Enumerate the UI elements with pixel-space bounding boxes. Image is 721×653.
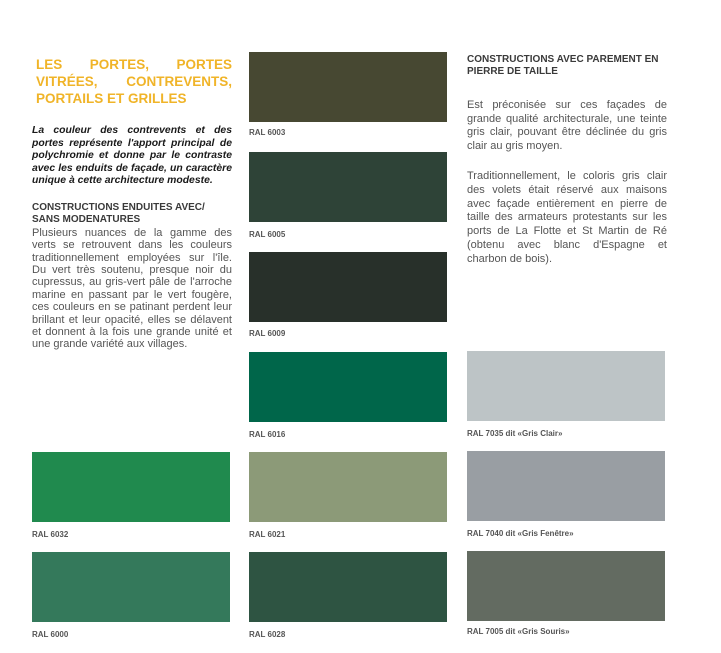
swatch-color bbox=[467, 451, 665, 521]
swatch-label: RAL 6003 bbox=[249, 128, 286, 137]
section-title: LES PORTES, PORTES VITRÉES, CONTREVENTS, PORTAILS ET GRILLES bbox=[36, 57, 232, 106]
swatch-color bbox=[249, 252, 447, 322]
swatch-label: RAL 6000 bbox=[32, 630, 69, 639]
intro-paragraph: La couleur des contrevents et des portes représente l'apport principal de polychromie et donne par le contraste avec les enduits de façade, un caractère unique à cette architecture modeste. bbox=[32, 125, 232, 187]
swatch-color bbox=[467, 351, 665, 421]
swatch-label: RAL 6028 bbox=[249, 630, 286, 639]
swatch-color bbox=[249, 552, 447, 622]
swatch-label: RAL 6016 bbox=[249, 430, 286, 439]
swatch-color bbox=[249, 352, 447, 422]
swatch-ral-6028 bbox=[249, 552, 447, 639]
left-text-column bbox=[32, 56, 232, 351]
swatch-ral-7040 bbox=[467, 451, 665, 538]
swatch-color bbox=[249, 152, 447, 222]
swatch-ral-7035 bbox=[467, 351, 665, 438]
swatch-color bbox=[32, 452, 230, 522]
subheading-enduites: CONSTRUCTIONS ENDUITES AVEC/ SANS MODENATURES bbox=[32, 201, 205, 226]
swatch-color bbox=[467, 551, 665, 621]
swatch-label: RAL 6005 bbox=[249, 230, 286, 239]
swatch-ral-6009 bbox=[249, 252, 447, 338]
body-paragraph-enduites: Plusieurs nuances de la gamme des verts se retrouvent dans les couleurs traditionnellement employées sur l'île. Du vert très soutenu, presque noir du cupressus, au gris-vert pâle de l'arroche marine en passant par le vert fougère, ces couleurs en se patinant perdent leur brillant et leur opacité, elles se délavent et donnent à la fois une grande unité et une grande variété aux villages. bbox=[32, 226, 232, 351]
subheading-pierre: CONSTRUCTIONS AVEC PAREMENT EN PIERRE DE TAILLE bbox=[467, 54, 659, 78]
swatch-label: RAL 6032 bbox=[32, 530, 69, 539]
swatch-label: RAL 6009 bbox=[249, 329, 286, 338]
swatch-color bbox=[32, 552, 230, 622]
swatch-color bbox=[249, 452, 447, 522]
swatch-ral-7005 bbox=[467, 551, 665, 636]
swatch-ral-6021 bbox=[249, 452, 447, 539]
swatch-label: RAL 7040 dit «Gris Fenêtre» bbox=[467, 529, 574, 538]
swatch-ral-6000 bbox=[32, 552, 230, 639]
swatch-ral-6003 bbox=[249, 52, 447, 137]
body-paragraph-pierre-1: Est préconisée sur ces façades de grande qualité architecturale, une teinte gris clair, pouvant être déclinée du gris clair au gris moyen. bbox=[467, 98, 667, 153]
swatch-color bbox=[249, 52, 447, 122]
body-paragraph-pierre-2: Traditionnellement, le coloris gris clair des volets était réservé aux maisons avec façade entièrement en pierre de taille des armateurs protestants sur les ports de La Flotte et St Martin de Ré (obtenu avec blanc d'Espagne et charbon de bois). bbox=[467, 170, 667, 265]
swatch-label: RAL 6021 bbox=[249, 530, 286, 539]
swatch-label: RAL 7035 dit «Gris Clair» bbox=[467, 429, 563, 438]
swatch-ral-6005 bbox=[249, 152, 447, 239]
swatch-label: RAL 7005 dit «Gris Souris» bbox=[467, 627, 570, 636]
right-text-column bbox=[467, 54, 667, 267]
swatch-ral-6016 bbox=[249, 352, 447, 439]
swatch-ral-6032 bbox=[32, 452, 230, 539]
